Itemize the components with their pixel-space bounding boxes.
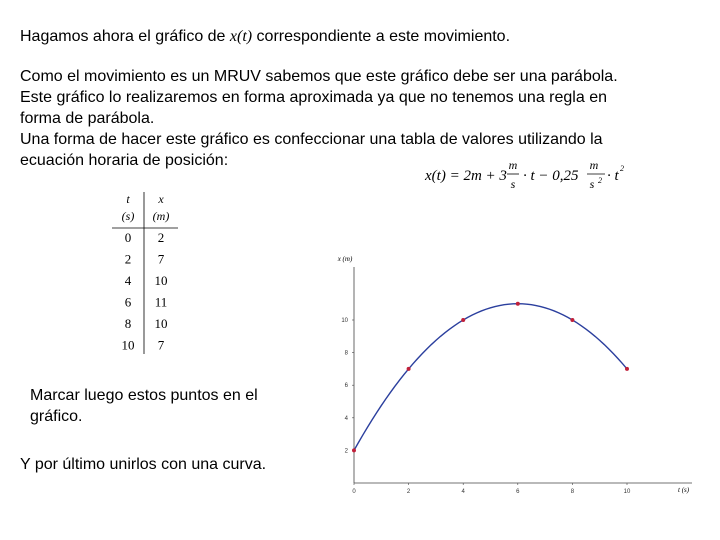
x-tick-label: 0 (352, 489, 356, 495)
x-tick-label: 10 (623, 489, 631, 495)
formula-lhs: x(t) = 2m + 3 (425, 168, 507, 184)
data-point (625, 367, 629, 371)
table-cell-t: 4 (124, 273, 132, 288)
table-cell-x: 7 (157, 251, 165, 267)
x-tick-label: 2 (406, 489, 411, 495)
values-table (108, 190, 188, 360)
x-axis-label: t (s) (678, 486, 690, 494)
y-axis-label: x (m) (337, 255, 353, 263)
paragraph-line: ecuación horaria de posición: (20, 152, 229, 169)
intro-math: x(t) (229, 28, 253, 45)
formula-mid: · t − 0,25 (523, 168, 579, 184)
x-tick-label: 4 (461, 489, 465, 495)
data-point (407, 367, 411, 371)
table-cell-x: 11 (154, 294, 168, 310)
parabola-curve (354, 304, 627, 451)
table-cell-t: 0 (124, 230, 132, 245)
table-cell-x: 10 (154, 273, 168, 288)
formula-frac2-exp: 2 (598, 176, 602, 185)
table-cell-x: 7 (157, 337, 165, 353)
join-curve-note: Y por último unirlos con una curva. (20, 456, 267, 473)
paragraph-line: Una forma de hacer este gráfico es confeccionar una tabla de valores utilizando la (20, 131, 603, 148)
table-cell-x: 2 (157, 230, 165, 245)
table-unit-x: (m) (152, 209, 170, 223)
intro-text-before: Hagamos ahora el gráfico de (20, 28, 230, 45)
table-cell-t: 10 (121, 337, 135, 353)
y-tick-label: 6 (344, 383, 348, 390)
table-cell-t: 8 (124, 316, 132, 331)
table-unit-t: (s) (121, 209, 135, 223)
mark-points-note: Marcar luego estos puntos en el gráfico. (30, 387, 258, 425)
paragraph-line: Como el movimiento es un MRUV sabemos que este gráfico debe ser una parábola. (20, 68, 618, 85)
formula-frac1-num: m (508, 158, 518, 172)
position-equation (425, 156, 635, 196)
table-header-x: x (158, 192, 164, 206)
x-tick-label: 8 (570, 489, 575, 495)
intro-text-after: correspondiente a este movimiento. (252, 28, 511, 45)
data-point (570, 318, 574, 322)
formula-tail-exp: 2 (620, 164, 624, 173)
table-header-t: t (126, 192, 130, 206)
y-tick-label: 4 (344, 415, 348, 422)
data-point (516, 302, 520, 306)
intro-sentence (20, 26, 510, 47)
y-tick-label: 2 (344, 448, 348, 455)
formula-tail: · t (607, 168, 619, 184)
paragraph-line: Este gráfico lo realizaremos en forma aproximada ya que no tenemos una regla en (20, 89, 607, 106)
data-point (461, 318, 465, 322)
table-cell-t: 6 (124, 294, 132, 310)
formula-frac2-num: m (589, 158, 599, 172)
formula-frac1-den: s (510, 177, 516, 191)
position-time-chart (328, 255, 700, 505)
data-point (352, 448, 356, 452)
table-cell-t: 2 (124, 251, 132, 267)
formula-frac2-den: s (589, 177, 595, 191)
y-tick-label: 8 (344, 350, 348, 357)
table-cell-x: 10 (154, 316, 168, 331)
paragraph-line: forma de parábola. (20, 110, 155, 127)
x-tick-label: 6 (516, 489, 520, 495)
y-tick-label: 10 (341, 318, 348, 324)
